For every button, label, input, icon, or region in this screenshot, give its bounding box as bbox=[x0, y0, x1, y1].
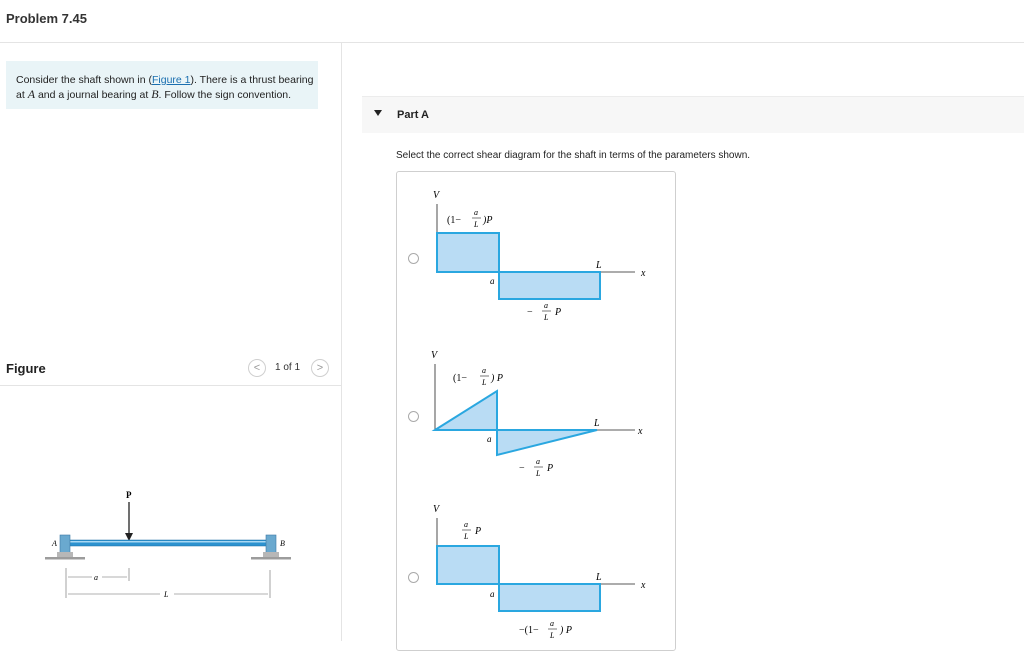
option-3-bottom-pre: −(1− bbox=[519, 625, 539, 636]
option-2-top-num: a bbox=[482, 366, 486, 375]
option-2-v-label: V bbox=[431, 350, 438, 361]
part-a-title: Part A bbox=[397, 109, 429, 121]
problem-header bbox=[0, 0, 1024, 43]
option-3-a-label: a bbox=[490, 589, 495, 599]
option-1-diagram bbox=[433, 190, 646, 322]
option-3-v-label: V bbox=[433, 504, 440, 515]
option-2-bottom-num: a bbox=[536, 457, 540, 466]
chevron-left-icon: < bbox=[253, 362, 261, 374]
option-2-top-pre: (1− bbox=[453, 373, 467, 384]
option-1-bottom-post: P bbox=[555, 307, 562, 318]
option-2-l-label: L bbox=[594, 418, 600, 429]
option-2-top-post: ) P bbox=[491, 373, 503, 384]
bearing-b bbox=[251, 535, 291, 560]
option-1-bottom-den: L bbox=[544, 313, 549, 322]
problem-statement bbox=[6, 61, 318, 109]
option-1-v-label: V bbox=[433, 190, 440, 201]
option-3-bottom-den: L bbox=[550, 631, 555, 640]
problem-line2-pre: at bbox=[16, 89, 28, 101]
option-3-top-num: a bbox=[464, 520, 468, 529]
next-figure-button[interactable] bbox=[311, 359, 329, 377]
option-1-top-post: )P bbox=[483, 215, 493, 226]
chevron-right-icon: > bbox=[316, 362, 324, 374]
options-box bbox=[396, 171, 676, 651]
problem-intro-text: Consider the shaft shown in ( bbox=[16, 74, 152, 86]
figure-label-b-bearing: B bbox=[280, 539, 285, 548]
problem-line2-mid: and a journal bearing at bbox=[35, 89, 152, 101]
part-a-header[interactable] bbox=[362, 96, 1024, 133]
option-2-bottom-den: L bbox=[536, 469, 541, 478]
option-3-bottom-post: ) P bbox=[560, 625, 572, 636]
option-1-x-label: x bbox=[641, 268, 646, 279]
prev-figure-button[interactable] bbox=[248, 359, 266, 377]
option-2-a-label: a bbox=[487, 434, 492, 444]
problem-line2-post: . Follow the sign convention. bbox=[158, 89, 292, 101]
collapse-caret-icon[interactable] bbox=[374, 110, 382, 116]
figure-label-p: P bbox=[126, 490, 132, 500]
var-b: B bbox=[151, 87, 159, 101]
option-1-top-pre: (1− bbox=[447, 215, 461, 226]
option-3-radio[interactable] bbox=[408, 572, 419, 583]
figure-dim-l: L bbox=[164, 590, 169, 599]
figure-label: Figure bbox=[6, 361, 46, 376]
option-3-top-post: P bbox=[475, 526, 482, 537]
shear-diagrams bbox=[397, 172, 675, 650]
option-3-top-den: L bbox=[464, 532, 469, 541]
option-1-a-label: a bbox=[490, 276, 495, 286]
problem-after-link-text: ). There is a thrust bearing bbox=[190, 74, 314, 86]
option-2-bottom-post: P bbox=[547, 463, 554, 474]
figure-label-a-bearing: A bbox=[52, 539, 57, 548]
problem-title: Problem 7.45 bbox=[6, 11, 87, 26]
figure-dim-a: a bbox=[94, 573, 98, 582]
shaft-highlight bbox=[65, 541, 273, 543]
option-3-bottom-num: a bbox=[550, 619, 554, 628]
option-3-diagram bbox=[433, 504, 646, 640]
option-2-diagram bbox=[431, 350, 643, 478]
part-a-instruction: Select the correct shear diagram for the shaft in terms of the parameters shown. bbox=[396, 150, 751, 161]
option-3-x-label: x bbox=[641, 580, 646, 591]
figure-pager-text: 1 of 1 bbox=[275, 362, 301, 373]
figure-link[interactable]: Figure 1 bbox=[152, 74, 191, 86]
option-2-bottom-pre: − bbox=[519, 463, 525, 474]
option-2-x-label: x bbox=[638, 426, 643, 437]
option-1-top-den: L bbox=[474, 220, 479, 229]
shaft bbox=[63, 540, 275, 546]
figure-bar bbox=[0, 355, 341, 386]
option-3-l-label: L bbox=[596, 572, 602, 583]
option-1-bottom-num: a bbox=[544, 301, 548, 310]
option-1-top-num: a bbox=[474, 208, 478, 217]
bearing-a bbox=[45, 535, 85, 560]
var-a: A bbox=[27, 87, 36, 101]
option-1-l-label: L bbox=[596, 260, 602, 271]
option-2-radio[interactable] bbox=[408, 411, 419, 422]
shaft-figure bbox=[40, 440, 300, 610]
option-1-bottom-pre: − bbox=[527, 307, 533, 318]
option-2-top-den: L bbox=[482, 378, 487, 387]
